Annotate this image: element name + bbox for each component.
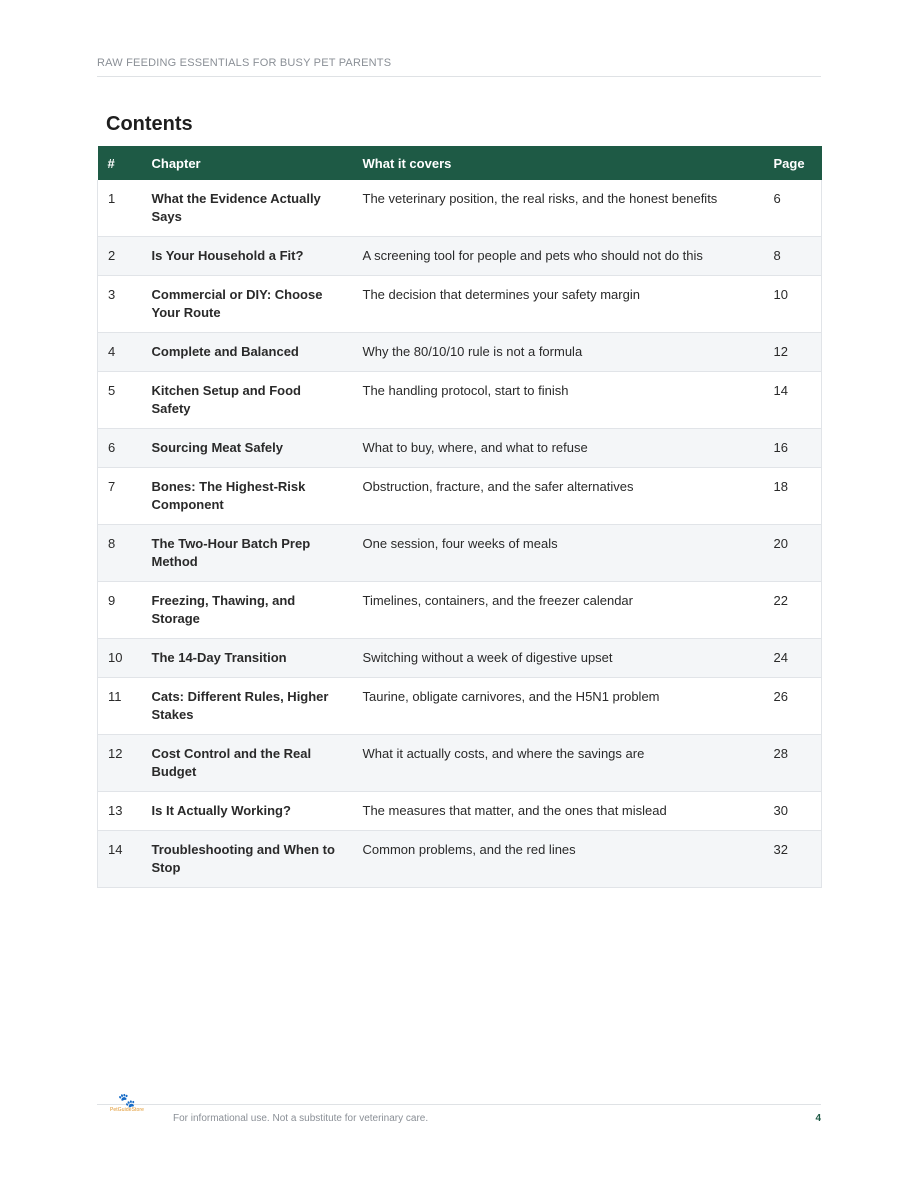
chapter-title-cell: Freezing, Thawing, and Storage — [142, 582, 353, 639]
row-number-cell: 8 — [98, 525, 142, 582]
page-number-cell: 26 — [764, 678, 822, 735]
column-header-page: Page — [764, 146, 822, 180]
footer-divider — [97, 1104, 821, 1105]
page-number-cell: 12 — [764, 333, 822, 372]
paw-icon: 🐾 — [118, 1092, 136, 1108]
chapter-summary-cell: The measures that matter, and the ones that mislead — [353, 792, 764, 831]
column-header-covers: What it covers — [353, 146, 764, 180]
chapter-summary-cell: Why the 80/10/10 rule is not a formula — [353, 333, 764, 372]
table-row — [98, 429, 822, 468]
running-header: RAW FEEDING ESSENTIALS FOR BUSY PET PARENTS — [97, 57, 821, 77]
page-number-cell: 18 — [764, 468, 822, 525]
table-row — [98, 582, 822, 639]
table-row — [98, 237, 822, 276]
row-number-cell: 12 — [98, 735, 142, 792]
chapter-summary-cell: Timelines, containers, and the freezer calendar — [353, 582, 764, 639]
row-number-cell: 5 — [98, 372, 142, 429]
table-row — [98, 525, 822, 582]
table-row — [98, 468, 822, 525]
chapter-title-cell: Complete and Balanced — [142, 333, 353, 372]
table-row — [98, 639, 822, 678]
page-number-cell: 10 — [764, 276, 822, 333]
page-title: Contents — [106, 113, 193, 135]
column-header-chapter: Chapter — [142, 146, 353, 180]
page-number-cell: 32 — [764, 831, 822, 888]
chapter-summary-cell: Switching without a week of digestive upset — [353, 639, 764, 678]
chapter-title-cell: Is Your Household a Fit? — [142, 237, 353, 276]
row-number-cell: 14 — [98, 831, 142, 888]
chapter-summary-cell: What it actually costs, and where the savings are — [353, 735, 764, 792]
page-number-cell: 6 — [764, 180, 822, 237]
page-number-cell: 14 — [764, 372, 822, 429]
chapter-summary-cell: A screening tool for people and pets who should not do this — [353, 237, 764, 276]
row-number-cell: 10 — [98, 639, 142, 678]
chapter-summary-cell: The handling protocol, start to finish — [353, 372, 764, 429]
chapter-summary-cell: What to buy, where, and what to refuse — [353, 429, 764, 468]
row-number-cell: 2 — [98, 237, 142, 276]
page-number-cell: 24 — [764, 639, 822, 678]
brand-logo — [106, 1093, 148, 1117]
table-body — [98, 180, 822, 888]
page-number-cell: 28 — [764, 735, 822, 792]
chapter-title-cell: What the Evidence Actually Says — [142, 180, 353, 237]
chapter-title-cell: Troubleshooting and When to Stop — [142, 831, 353, 888]
chapter-summary-cell: One session, four weeks of meals — [353, 525, 764, 582]
chapter-title-cell: Is It Actually Working? — [142, 792, 353, 831]
row-number-cell: 4 — [98, 333, 142, 372]
table-row — [98, 276, 822, 333]
page-number-cell: 22 — [764, 582, 822, 639]
row-number-cell: 13 — [98, 792, 142, 831]
chapter-summary-cell: Taurine, obligate carnivores, and the H5N1 problem — [353, 678, 764, 735]
contents-table — [97, 146, 822, 888]
chapter-summary-cell: The veterinary position, the real risks, and the honest benefits — [353, 180, 764, 237]
chapter-title-cell: The Two-Hour Batch Prep Method — [142, 525, 353, 582]
chapter-title-cell: Sourcing Meat Safely — [142, 429, 353, 468]
row-number-cell: 9 — [98, 582, 142, 639]
chapter-title-cell: Commercial or DIY: Choose Your Route — [142, 276, 353, 333]
chapter-summary-cell: Common problems, and the red lines — [353, 831, 764, 888]
table-header-row — [98, 146, 822, 180]
chapter-title-cell: Bones: The Highest-Risk Component — [142, 468, 353, 525]
table-row — [98, 333, 822, 372]
table-row — [98, 735, 822, 792]
page-number-cell: 8 — [764, 237, 822, 276]
logo-text: PetGuideStore — [109, 1107, 145, 1113]
row-number-cell: 7 — [98, 468, 142, 525]
table-row — [98, 678, 822, 735]
row-number-cell: 11 — [98, 678, 142, 735]
page-number-cell: 30 — [764, 792, 822, 831]
row-number-cell: 1 — [98, 180, 142, 237]
table-row — [98, 831, 822, 888]
column-header-number: # — [98, 146, 142, 180]
chapter-title-cell: Kitchen Setup and Food Safety — [142, 372, 353, 429]
table-row — [98, 372, 822, 429]
table-row — [98, 180, 822, 237]
page-number: 4 — [815, 1113, 821, 1124]
chapter-summary-cell: Obstruction, fracture, and the safer alternatives — [353, 468, 764, 525]
chapter-title-cell: Cost Control and the Real Budget — [142, 735, 353, 792]
page-number-cell: 20 — [764, 525, 822, 582]
footer-disclaimer: For informational use. Not a substitute for veterinary care. — [173, 1113, 429, 1124]
row-number-cell: 6 — [98, 429, 142, 468]
chapter-title-cell: The 14-Day Transition — [142, 639, 353, 678]
chapter-summary-cell: The decision that determines your safety margin — [353, 276, 764, 333]
chapter-title-cell: Cats: Different Rules, Higher Stakes — [142, 678, 353, 735]
page-number-cell: 16 — [764, 429, 822, 468]
table-row — [98, 792, 822, 831]
row-number-cell: 3 — [98, 276, 142, 333]
